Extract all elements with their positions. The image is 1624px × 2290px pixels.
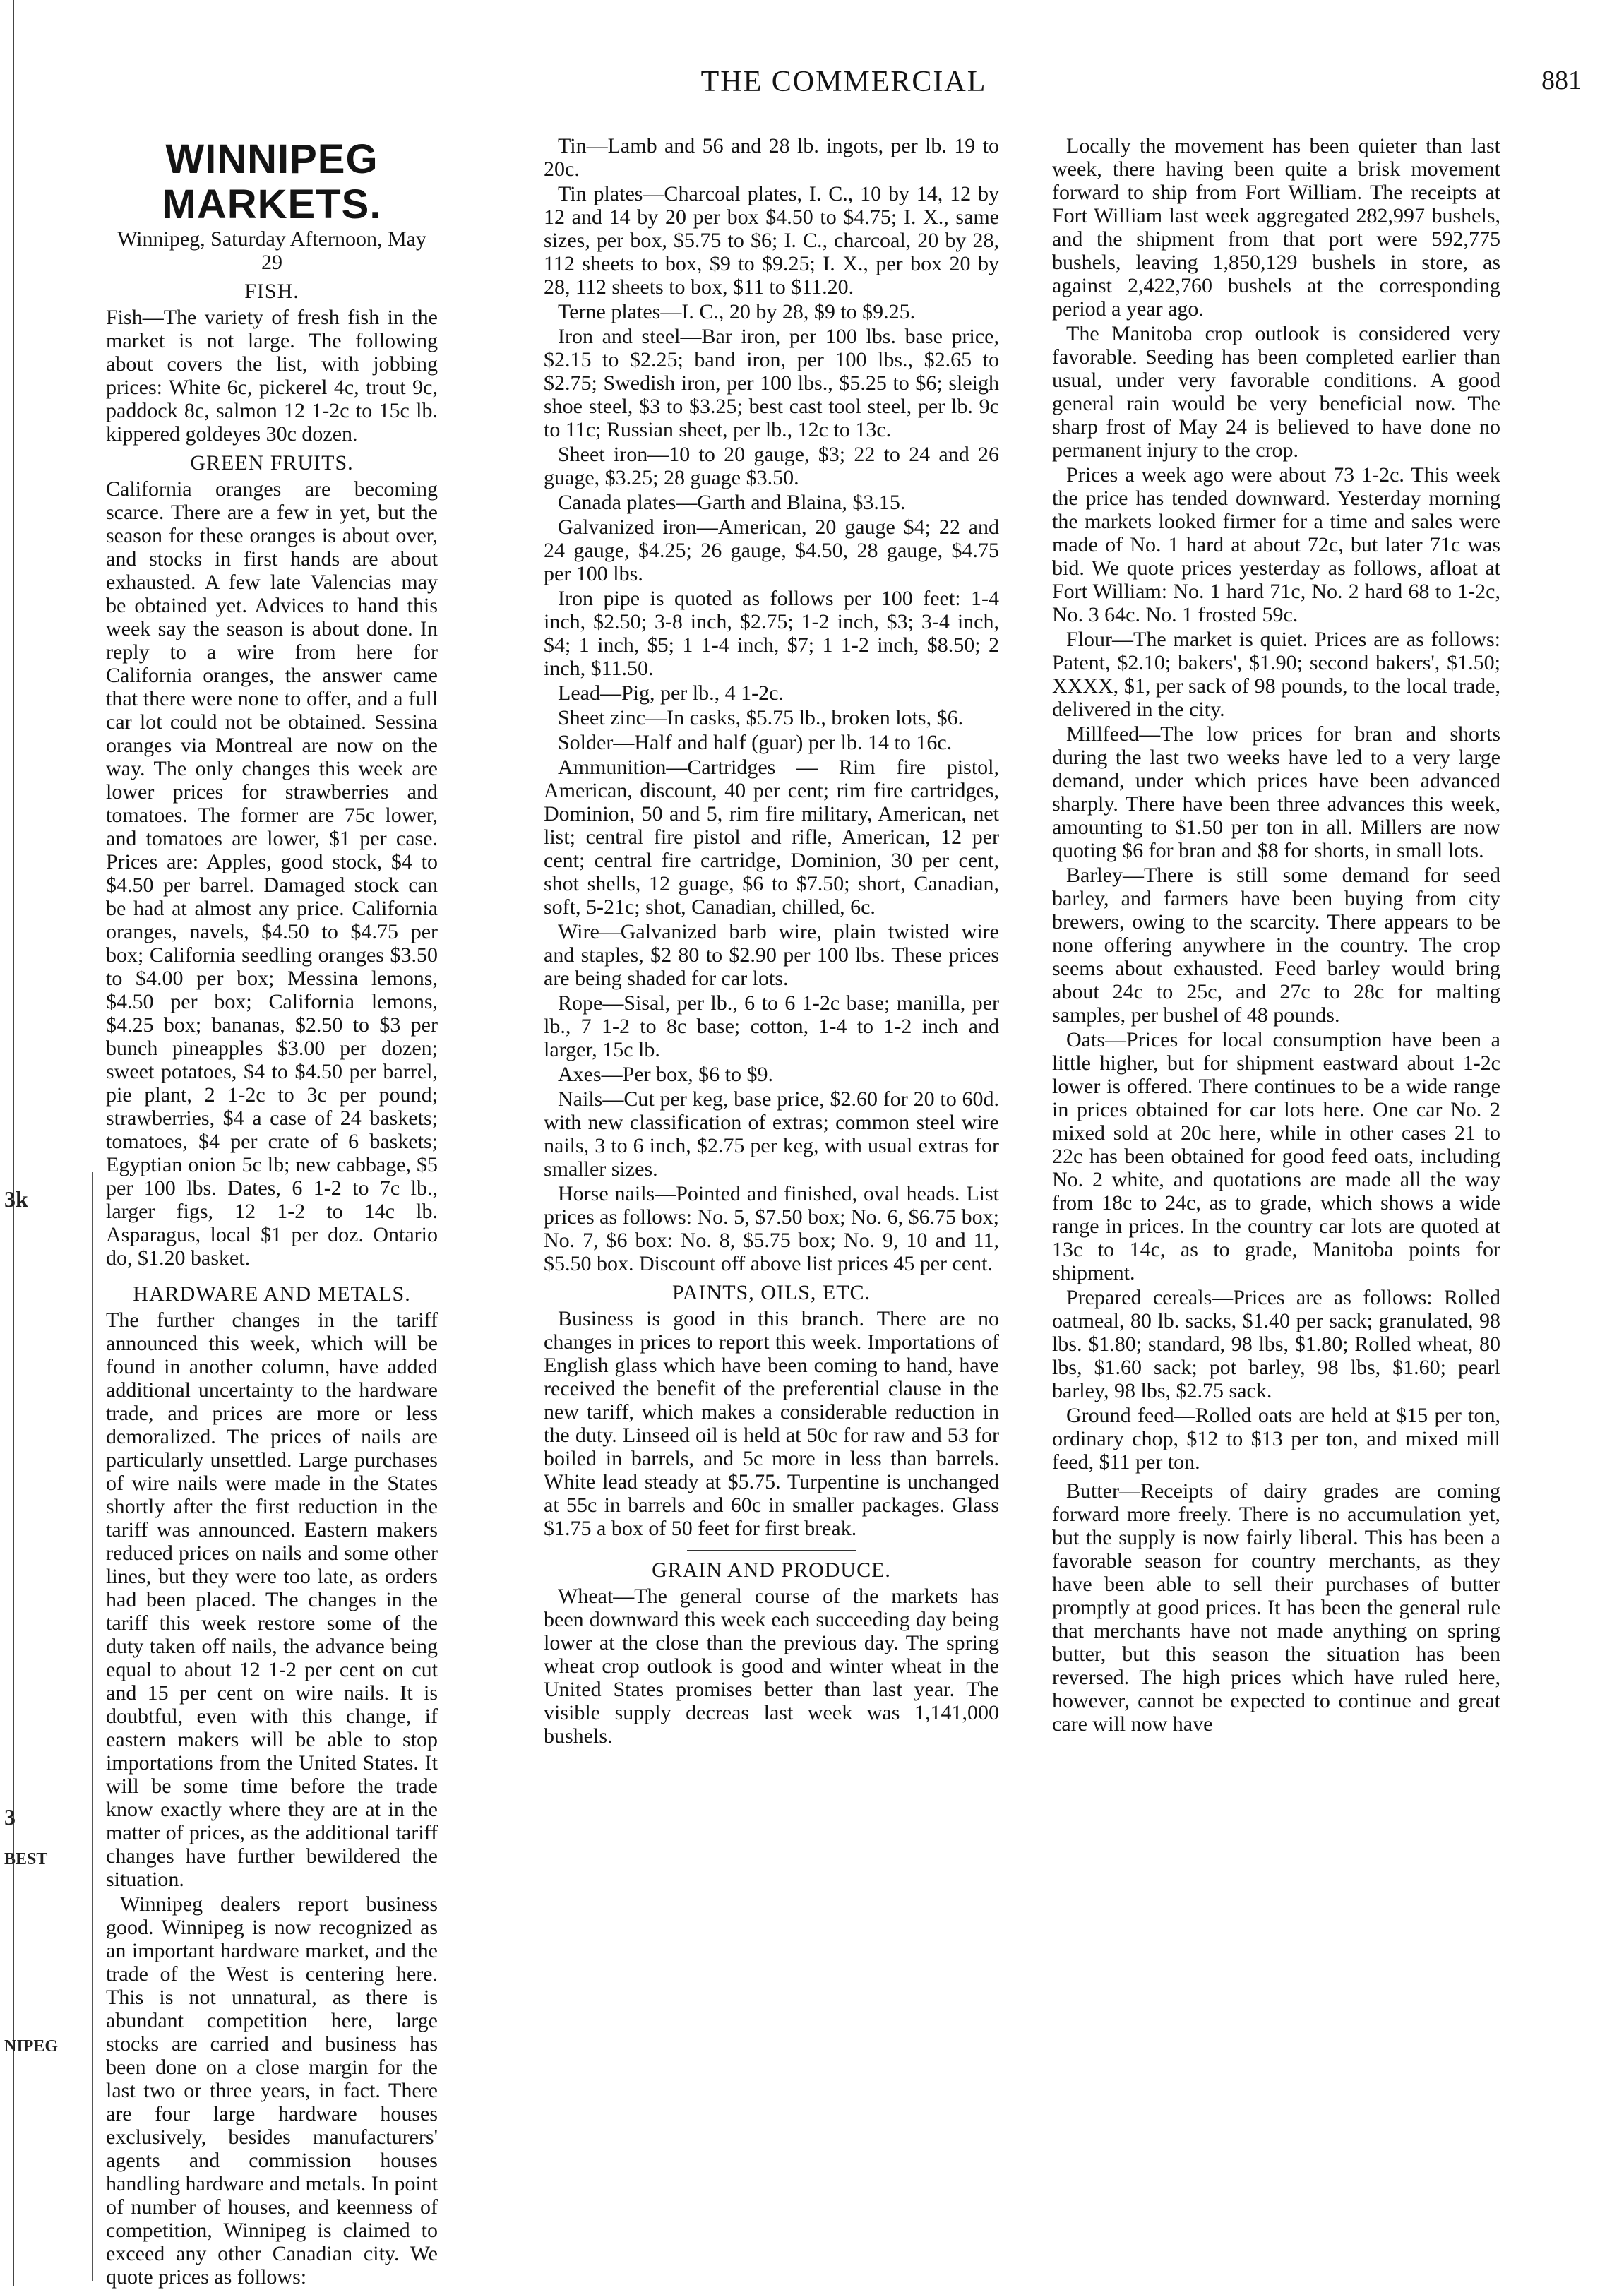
paragraph-axes: Axes—Per box, $6 to $9.: [558, 1063, 773, 1086]
gutter-rule: [13, 0, 14, 2286]
paragraph-galvanized-iron: Galvanized iron—American, 20 gauge $4; 22 and 24 gauge, $4.25; 26 gauge, $4.50, 28 gauge, $4.75 per 100 lbs.: [544, 515, 999, 585]
paragraph-butter: Butter—Receipts of dairy grades are coming forward more freely. There is no accumulation yet, but the supply is now fairly liberal. This has been a favorable season for country merchants, as they have been able to sell their purchases of butter promptly at good prices. It has been the general rule that merchants have not made anything on spring butter, but this season the situation has been reversed. The high prices which have ruled here, however, cannot be expected to continue and great care will now have: [1052, 1479, 1500, 1736]
gutter-fragment: NIPEG: [4, 2037, 59, 2056]
paragraph-sheet-zinc: Sheet zinc—In casks, $5.75 lb., broken lots, $6.: [558, 706, 964, 729]
paragraph-oats: Oats—Prices for local consumption have been a little higher, but for shipment eastward about 1-2c lower is offered. There continues to be a wide range in prices obtained for car lots here. One car No. 2 mixed sold at 20c here, while in other cases 21 to 22c has been obtained for good feed oats, including No. 2 white, and quotations are made all the way from 18c to 24c, as to grade, which shows a wide range in prices. In the country car lots are quoted at 13c to 14c, as to grade, Manitoba points for shipment.: [1052, 1028, 1500, 1284]
section-heading-paints: PAINTS, OILS, ETC.: [671, 1281, 871, 1304]
paragraph-nails: Nails—Cut per keg, base price, $2.60 for 20 to 60d. with new classification of extras; common steel wire nails, 3 to 6 inch, $2.75 per keg, with usual extras for smaller sizes.: [544, 1087, 999, 1181]
column-2: [544, 134, 999, 1749]
paragraph-fish: Fish—The variety of fresh fish in the market is not large. The following about covers the list, with jobbing prices: White 6c, pickerel 4c, trout 9c, paddock 8c, salmon 12 1-2c to 15c lb. kippered goldeyes 30c dozen.: [106, 306, 438, 446]
dateline: Winnipeg, Saturday Afternoon, May 29: [117, 227, 426, 274]
paragraph-barley: Barley—There is still some demand for seed barley, and farmers have been buying from city brewers, owing to the scarcity. There appears to be none offering anywhere in the country. The crop seems about exhausted. Feed barley would bring about 24c to 25c, and 27c to 28c for malting samples, per bushel of 48 pounds.: [1052, 864, 1500, 1027]
masthead: WINNIPEG MARKETS.: [162, 136, 382, 227]
gutter-fragment: 3: [4, 1804, 16, 1830]
page-header: [106, 65, 1582, 114]
paragraph-ground-feed: Ground feed—Rolled oats are held at $15 per ton, ordinary chop, $12 to $13 per ton, and mixed mill feed, $11 per ton.: [1052, 1404, 1500, 1474]
paragraph-paints: Business is good in this branch. There are no changes in prices to report this week. Importations of English glass which have been coming to hand, have received the benefit of the preferential clause in the new tariff, which makes a considerable reduction in the duty. Linseed oil is held at 50c for raw and 53 for boiled in barrels, and 5c more in less than barrels. White lead steady at $5.75. Turpentine is unchanged at 55c in barrels and 60c in smaller packages. Glass $1.75 a box of 50 feet for first break.: [544, 1307, 999, 1540]
paragraph-lead: Lead—Pig, per lb., 4 1-2c.: [558, 681, 784, 705]
section-heading-hardware: HARDWARE AND METALS.: [133, 1282, 411, 1306]
paragraph-rope: Rope—Sisal, per lb., 6 to 6 1-2c base; manilla, per lb., 7 1-2 to 8c base; cotton, 1-4 to 1-2 inch and larger, 15c lb.: [544, 991, 999, 1061]
section-heading-fish: FISH.: [244, 280, 299, 303]
paragraph-iron-pipe: Iron pipe is quoted as follows per 100 feet: 1-4 inch, $2.50; 3-8 inch, $2.75; 1-2 inch, $3; 3-4 inch, $4; 1 inch, $5; 1 1-4 inch, $7; 1 1-2 inch, $8.50; 2 inch, $11.50.: [544, 587, 999, 680]
paragraph-tin-plates: Tin plates—Charcoal plates, I. C., 10 by 14, 12 by 12 and 14 by 20 per box $4.50 to $4.75; I. X., same sizes, per box, $5.75 to $6; I. C., charcoal, 20 by 28, 112 sheets to box, $9 to $9.25; I. X., per box 20 by 28, 112 sheets to box, $11 to $11.20.: [544, 182, 999, 299]
gutter-rule: [92, 1172, 93, 2281]
page-number: 881: [1541, 66, 1582, 95]
gutter-fragment: 3k: [4, 1186, 28, 1212]
paragraph-crop-outlook: The Manitoba crop outlook is considered very favorable. Seeding has been completed earlier than usual, under very favorable conditions. A good general rain would be very beneficial now. The sharp frost of May 24 is believed to have done no permanent injury to the crop.: [1052, 322, 1500, 462]
paragraph-terne-plates: Terne plates—I. C., 20 by 28, $9 to $9.25.: [558, 300, 916, 323]
paragraph-wheat: Wheat—The general course of the markets has been downward this week each succeeding day being lower at the close than the previous day. The spring wheat crop outlook is good and winter wheat in the United States promises better than last year. The visible supply decreas last week was 1,141,000 bushels.: [544, 1585, 999, 1748]
section-heading-grain: GRAIN AND PRODUCE.: [652, 1558, 891, 1582]
paragraph-iron-steel: Iron and steel—Bar iron, per 100 lbs. base price, $2.15 to $2.25; band iron, per 100 lbs., $2.65 to $2.75; Swedish iron, per 100 lbs., $5.25 to $6; sleigh shoe steel, $3 to $3.25; best cast tool steel, per lb. 9c to 11c; Russian sheet, per lb., 12c to 13c.: [544, 325, 999, 441]
paragraph-wheat-prices: Prices a week ago were about 73 1-2c. This week the price has tended downward. Yesterday morning the markets looked firmer for a time and sales were made of No. 1 hard at about 72c, but later 71c was bid. We quote prices yesterday as follows, afloat at Fort William: No. 1 hard 71c, No. 2 hard 68 to 1-2c, No. 3 64c. No. 1 frosted 59c.: [1052, 463, 1500, 626]
paragraph-millfeed: Millfeed—The low prices for bran and shorts during the last two weeks have led to a very large demand, under which prices have been advanced sharply. There have been three advances this week, amounting to $1.50 per ton in all. Millers are now quoting $6 for bran and $8 for shorts, in small lots.: [1052, 722, 1500, 862]
gutter-fragment: BEST: [4, 1850, 48, 1868]
column-3: [1052, 134, 1500, 1737]
paragraph-green-fruits: California oranges are becoming scarce. There are a few in yet, but the season for these oranges is about over, and stocks in first hands are about exhausted. A few late Valencias may be obtained yet. Advices to hand this week say the season is about done. In reply to a wire from here for California oranges, the answer came that there were none to offer, and a full car lot could not be obtained. Sessina oranges via Montreal are now on the way. The only changes this week are lower prices for strawberries and tomatoes. The former are 75c lower, and tomatoes are lower, $1 per case. Prices are: Apples, good stock, $4 to $4.50 per barrel. Damaged stock can be had at almost any price. California oranges, navels, $4.50 to $4.75 per box; California seedling oranges $3.50 to $4.00 per box; Messina lemons, $4.50 per box; California lemons, $4.25 box; bananas, $2.50 to $3 per bunch pineapples $3.00 per dozen; sweet potatoes, $4 to $4.50 per barrel, pie plant, 2 1-2c to 3c per pound; strawberries, $4 a case of 24 baskets; tomatoes, $4 per crate of 6 baskets; Egyptian onion 5c lb; new cabbage, $5 per 100 lbs. Dates, 6 1-2 to 7c lb., larger figs, 12 1-2 to 14c lb. Asparagus, local $1 per doz. Ontario do, $1.20 basket.: [106, 477, 438, 1270]
paragraph-hardware: Winnipeg dealers report business good. Winnipeg is now recognized as an important hardware market, and the trade of the West is centering here. This is not unnatural, as there is abundant competition here, large stocks are carried and business has been done on a close margin for the last two or three years, in fact. There are four large hardware houses exclusively, besides manufacturers' agents and commission houses handling hardware and metals. In point of number of houses, and keenness of competition, Winnipeg is claimed to exceed any other Canadian city. We quote prices as follows:: [106, 1892, 438, 2289]
paragraph-canada-plates: Canada plates—Garth and Blaina, $3.15.: [558, 491, 906, 514]
paragraph-tin-lamb: Tin—Lamb and 56 and 28 lb. ingots, per lb. 19 to 20c.: [544, 134, 999, 181]
paragraph-flour: Flour—The market is quiet. Prices are as follows: Patent, $2.10; bakers', $1.90; second bakers', $1.50; XXXX, $1, per sack of 98 pounds, to the local trade, delivered in the city.: [1052, 628, 1500, 721]
section-divider: [687, 1550, 856, 1551]
paragraph-prepared-cereals: Prepared cereals—Prices are as follows: Rolled oatmeal, 80 lb. sacks, $1.40 per sack; granulated, 98 lbs. $1.80; standard, 98 lbs, $1.80; Rolled wheat, 80 lbs, $1.60 sack; pot barley, 98 lbs, $1.60; pearl barley, 98 lbs, $2.75 sack.: [1052, 1286, 1500, 1402]
paragraph-wire: Wire—Galvanized barb wire, plain twisted wire and staples, $2 80 to $2.90 per 100 lbs. These prices are being shaded for car lots.: [544, 920, 999, 990]
paragraph-local-movement: Locally the movement has been quieter than last week, there having been quite a brisk movement forward to ship from Fort William. The receipts at Fort William last week aggregated 282,997 bushels, and the shipment from that port were 592,775 bushels, leaving 1,850,129 bushels in store, as against 2,422,760 bushels at the corresponding period a year ago.: [1052, 134, 1500, 321]
section-heading-green-fruits: GREEN FRUITS.: [190, 451, 354, 475]
paragraph-sheet-iron: Sheet iron—10 to 20 gauge, $3; 22 to 24 and 26 guage, $3.25; 28 guage $3.50.: [544, 443, 999, 489]
paragraph-horse-nails: Horse nails—Pointed and finished, oval heads. List prices as follows: No. 5, $7.50 box; No. 6, $6.75 box; No. 7, $6 box: No. 8, $5.75 box; No. 9, 10 and 11, $5.50 box. Discount off above list prices 45 per cent.: [544, 1182, 999, 1275]
paragraph-ammunition: Ammunition—Cartridges — Rim fire pistol, American, discount, 40 per cent; rim fire cartridges, Dominion, 50 and 5, rim fire military, American, net list; central fire pistol and rifle, American, 12 per cent; central fire cartridge, Dominion, 30 per cent, shot shells, 12 guage, $6 to $7.50; short, Canadian, soft, 5-21c; shot, Canadian, chilled, 6c.: [544, 756, 999, 919]
paragraph-hardware: The further changes in the tariff announced this week, which will be found in another column, have added additional uncertainty to the hardware trade, and prices are more or less demoralized. The prices of nails are particularly unsettled. Large purchases of wire nails were made in the States shortly after the first reduction in the tariff was announced. Eastern makers reduced prices on nails and some other lines, but they were too late, as orders had been placed. The changes in the tariff this week restore some of the duty taken off nails, the advance being equal to about 12 1-2 per cent on cut and 15 per cent on wire nails. It is doubtful, even with this change, if eastern makers will be able to stop importations from the United States. It will be some time before the trade know exactly where they are at in the matter of prices, as the additional tariff changes have further bewildered the situation.: [106, 1308, 438, 1891]
left-margin-gutter: [0, 0, 106, 2286]
publication-title: THE COMMERCIAL: [700, 66, 987, 98]
paragraph-solder: Solder—Half and half (guar) per lb. 14 to 16c.: [558, 731, 953, 754]
column-1: [106, 134, 438, 2290]
